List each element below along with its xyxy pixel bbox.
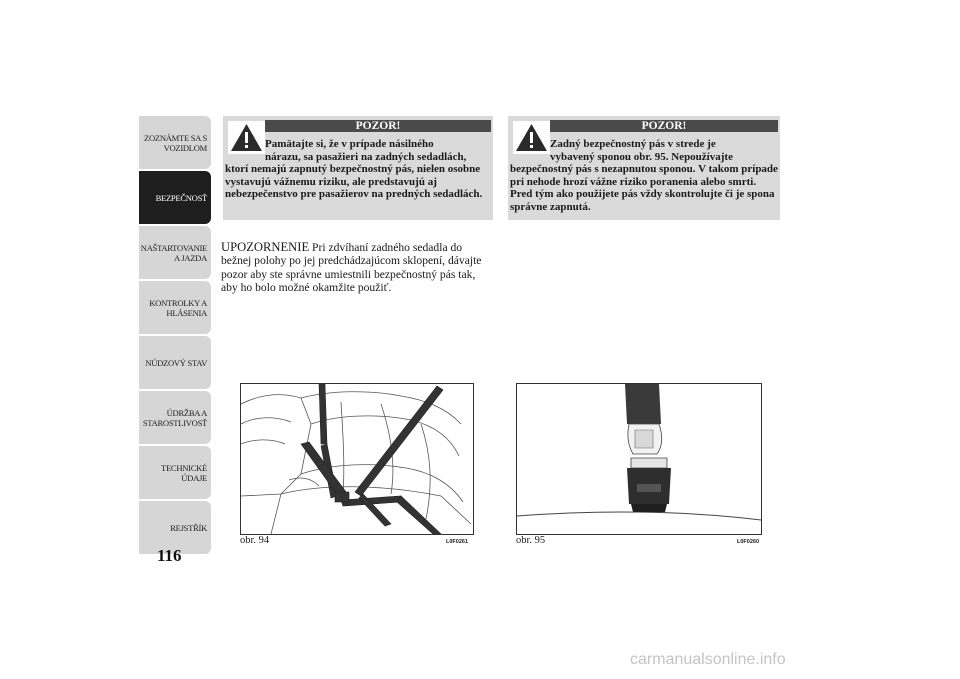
figure-code-95: L0F0260 (737, 539, 760, 545)
tab-rejstrik[interactable]: REJSTŘÍK (139, 501, 211, 554)
warning-text (225, 138, 491, 201)
note-text: Pri zdvíhaní zadného sedadla do bežnej polohy po jej predchádzajúcom sklopení, dávajte pozor aby ste správne umiestnili bezpečnostný pás tak, aby ho bolo možné okamžite použiť. (221, 241, 482, 295)
figure-caption-94: obr. 94 (240, 535, 270, 546)
warning-text (510, 138, 778, 214)
warning-line-2: vybavený sponou obr. 95. Nepoužívajte (550, 150, 733, 163)
tab-zoznamte-sa[interactable]: ZOZNÁMTE SA S VOZIDLOM (139, 116, 211, 169)
buckle-illustration (517, 384, 761, 534)
rear-seat-illustration (241, 384, 473, 534)
warning-box-left (223, 116, 493, 220)
tab-nudzovy-stav[interactable]: NÚDZOVÝ STAV (139, 336, 211, 389)
warning-line-1: Pamätajte si, že v prípade násilného (265, 138, 434, 150)
watermark: carmanualsonline.info (630, 651, 786, 668)
note-lead: UPOZORNENIE (221, 240, 310, 254)
figure-code-94: L0F0261 (446, 539, 469, 545)
tab-udrzba[interactable]: ÚDRŽBA A STAROSTLIVOSŤ (139, 391, 211, 444)
figure-buckle (516, 383, 762, 535)
tab-nastartovanie[interactable]: NAŠTARTOVANIE A JAZDA (139, 226, 211, 279)
warning-line-rest: ktorí nemajú zapnutý bezpečnostný pás, nielen osobne vystavujú vážnemu riziku, ale predstavujú aj nebezpečenstvo pre pasažierov na predných sedadlách. (225, 163, 483, 201)
warning-line-1: Zadný bezpečnostný pás v strede je (550, 138, 716, 150)
warning-line-rest: bezpečnostný pás s nezapnutou sponou. V takom prípade pri nehode hrozí vážne riziko poranenia alebo smrti. Pred tým ako použijete pás vždy skontrolujte či je spona správne zapnutá. (510, 163, 778, 213)
warning-heading: POZOR! (550, 120, 778, 132)
warning-line-2: nárazu, sa pasažieri na zadných sedadlách, (265, 150, 467, 163)
warning-heading: POZOR! (265, 120, 491, 132)
tab-kontrolky[interactable]: KONTROLKY A HLÁSENIA (139, 281, 211, 334)
tab-technicke-udaje[interactable]: TECHNICKÉ ÚDAJE (139, 446, 211, 499)
figure-caption-95: obr. 95 (516, 535, 546, 546)
tab-bezpecnost[interactable]: BEZPEČNOSŤ (139, 171, 211, 224)
page-number: 116 (157, 546, 182, 565)
note-paragraph (221, 241, 493, 295)
figure-rear-seat (240, 383, 474, 535)
warning-box-right (508, 116, 780, 220)
